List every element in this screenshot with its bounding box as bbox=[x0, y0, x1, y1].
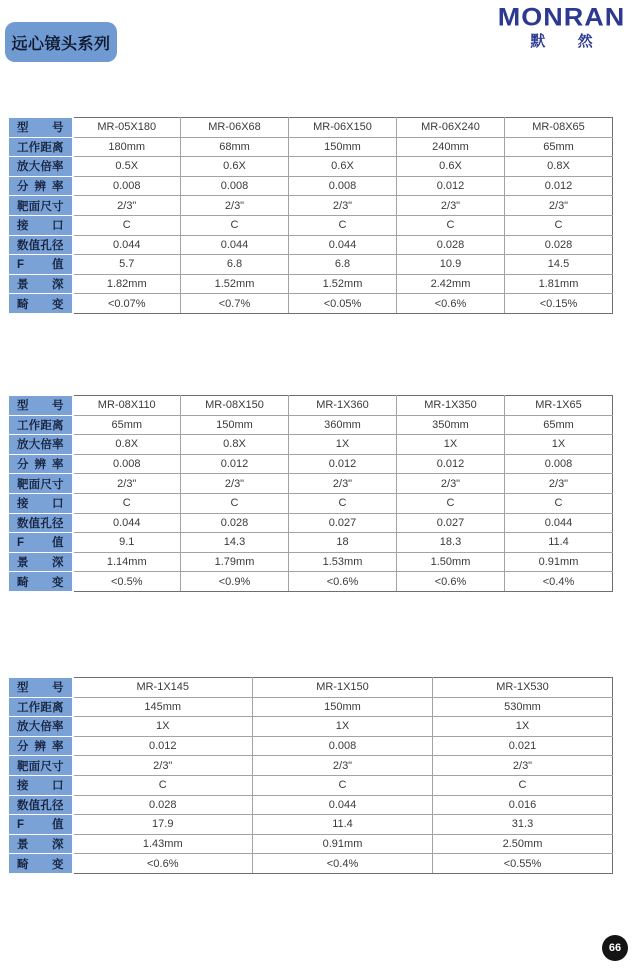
spec-value-cell: 2/3" bbox=[397, 474, 505, 494]
spec-value-cell: <0.6% bbox=[73, 854, 253, 874]
spec-row-label: 接口 bbox=[9, 215, 73, 235]
spec-value-cell: C bbox=[253, 775, 433, 795]
spec-table-2 bbox=[8, 395, 613, 592]
spec-row-label: 接口 bbox=[9, 493, 73, 513]
spec-value-cell: 0.8X bbox=[181, 435, 289, 455]
spec-value-cell: 1X bbox=[73, 717, 253, 737]
spec-value-cell: 0.6X bbox=[181, 157, 289, 177]
spec-value-cell: C bbox=[397, 215, 505, 235]
spec-value-cell: 6.8 bbox=[289, 255, 397, 275]
spec-row bbox=[9, 176, 613, 196]
spec-value-cell: 2/3" bbox=[181, 474, 289, 494]
spec-row-label: F值 bbox=[9, 815, 73, 835]
spec-row bbox=[9, 775, 613, 795]
spec-value-cell: 0.91mm bbox=[505, 552, 613, 572]
model-cell: MR-06X68 bbox=[181, 118, 289, 138]
spec-value-cell: C bbox=[505, 493, 613, 513]
model-cell: MR-1X150 bbox=[253, 678, 433, 698]
spec-value-cell: C bbox=[289, 493, 397, 513]
spec-value-cell: 150mm bbox=[253, 697, 433, 717]
spec-row-label: 靶面尺寸 bbox=[9, 756, 73, 776]
spec-value-cell: 2.42mm bbox=[397, 274, 505, 294]
spec-value-cell: 1.79mm bbox=[181, 552, 289, 572]
spec-value-cell: <0.5% bbox=[73, 572, 181, 592]
spec-value-cell: 0.044 bbox=[73, 235, 181, 255]
model-cell: MR-06X150 bbox=[289, 118, 397, 138]
spec-row-label: 型号 bbox=[9, 678, 73, 698]
spec-value-cell: <0.15% bbox=[505, 294, 613, 314]
spec-value-cell: C bbox=[73, 215, 181, 235]
spec-row-label: 畸变 bbox=[9, 854, 73, 874]
spec-value-cell: 10.9 bbox=[397, 255, 505, 275]
spec-row bbox=[9, 513, 613, 533]
spec-row-label: 放大倍率 bbox=[9, 157, 73, 177]
spec-value-cell: 180mm bbox=[73, 137, 181, 157]
spec-table-1 bbox=[8, 117, 613, 314]
spec-value-cell: 2/3" bbox=[73, 756, 253, 776]
spec-value-cell: 0.6X bbox=[289, 157, 397, 177]
spec-value-cell: 65mm bbox=[505, 415, 613, 435]
spec-value-cell: <0.07% bbox=[73, 294, 181, 314]
spec-value-cell: 145mm bbox=[73, 697, 253, 717]
spec-row-label: 放大倍率 bbox=[9, 717, 73, 737]
spec-value-cell: 0.008 bbox=[253, 736, 433, 756]
model-cell: MR-08X150 bbox=[181, 396, 289, 416]
spec-row bbox=[9, 854, 613, 874]
model-cell: MR-1X530 bbox=[433, 678, 613, 698]
spec-value-cell: 2/3" bbox=[397, 196, 505, 216]
spec-row bbox=[9, 118, 613, 138]
spec-value-cell: 65mm bbox=[73, 415, 181, 435]
spec-value-cell: 1.52mm bbox=[181, 274, 289, 294]
spec-value-cell: C bbox=[181, 493, 289, 513]
spec-value-cell: 18 bbox=[289, 533, 397, 553]
spec-value-cell: 1X bbox=[505, 435, 613, 455]
model-cell: MR-08X65 bbox=[505, 118, 613, 138]
spec-row-label: 畸变 bbox=[9, 294, 73, 314]
spec-value-cell: 0.008 bbox=[505, 454, 613, 474]
spec-row bbox=[9, 435, 613, 455]
model-cell: MR-1X65 bbox=[505, 396, 613, 416]
spec-row bbox=[9, 235, 613, 255]
spec-value-cell: <0.55% bbox=[433, 854, 613, 874]
brand-logo bbox=[489, 4, 634, 49]
spec-row bbox=[9, 294, 613, 314]
brand-logo-wordmark: MONRAN bbox=[497, 3, 626, 31]
spec-value-cell: 0.012 bbox=[289, 454, 397, 474]
spec-row bbox=[9, 717, 613, 737]
spec-value-cell: <0.6% bbox=[289, 572, 397, 592]
spec-value-cell: 0.021 bbox=[433, 736, 613, 756]
spec-value-cell: 0.5X bbox=[73, 157, 181, 177]
spec-row bbox=[9, 834, 613, 854]
spec-value-cell: 0.012 bbox=[73, 736, 253, 756]
spec-value-cell: 0.044 bbox=[289, 235, 397, 255]
spec-value-cell: 6.8 bbox=[181, 255, 289, 275]
spec-value-cell: 65mm bbox=[505, 137, 613, 157]
spec-value-cell: 9.1 bbox=[73, 533, 181, 553]
spec-value-cell: 0.008 bbox=[73, 176, 181, 196]
spec-row-label: 靶面尺寸 bbox=[9, 196, 73, 216]
brand-logo-chinese: 默 然 bbox=[530, 33, 607, 50]
spec-value-cell: 2/3" bbox=[505, 196, 613, 216]
spec-value-cell: 2/3" bbox=[289, 196, 397, 216]
spec-row bbox=[9, 255, 613, 275]
spec-value-cell: 14.5 bbox=[505, 255, 613, 275]
spec-value-cell: 2/3" bbox=[505, 474, 613, 494]
spec-value-cell: <0.4% bbox=[505, 572, 613, 592]
spec-value-cell: 14.3 bbox=[181, 533, 289, 553]
spec-value-cell: <0.4% bbox=[253, 854, 433, 874]
spec-value-cell: 0.044 bbox=[505, 513, 613, 533]
model-cell: MR-05X180 bbox=[73, 118, 181, 138]
spec-value-cell: 0.91mm bbox=[253, 834, 433, 854]
spec-value-cell: 1X bbox=[397, 435, 505, 455]
spec-value-cell: 31.3 bbox=[433, 815, 613, 835]
spec-value-cell: 1.52mm bbox=[289, 274, 397, 294]
spec-row bbox=[9, 572, 613, 592]
spec-row bbox=[9, 474, 613, 494]
spec-value-cell: 2.50mm bbox=[433, 834, 613, 854]
spec-value-cell: C bbox=[433, 775, 613, 795]
spec-row bbox=[9, 795, 613, 815]
spec-row bbox=[9, 678, 613, 698]
spec-row-label: 工作距离 bbox=[9, 415, 73, 435]
spec-value-cell: 1.82mm bbox=[73, 274, 181, 294]
model-cell: MR-1X360 bbox=[289, 396, 397, 416]
spec-value-cell: 0.028 bbox=[181, 513, 289, 533]
spec-value-cell: 2/3" bbox=[289, 474, 397, 494]
spec-table-3 bbox=[8, 677, 613, 874]
spec-value-cell: <0.9% bbox=[181, 572, 289, 592]
spec-row-label: 接口 bbox=[9, 775, 73, 795]
spec-row-label: 放大倍率 bbox=[9, 435, 73, 455]
spec-row bbox=[9, 454, 613, 474]
spec-value-cell: 1X bbox=[253, 717, 433, 737]
page-title: 远心镜头系列 bbox=[5, 22, 117, 62]
spec-value-cell: 0.016 bbox=[433, 795, 613, 815]
model-cell: MR-08X110 bbox=[73, 396, 181, 416]
spec-value-cell: 0.012 bbox=[505, 176, 613, 196]
spec-value-cell: C bbox=[289, 215, 397, 235]
spec-value-cell: C bbox=[73, 493, 181, 513]
spec-value-cell: 0.8X bbox=[505, 157, 613, 177]
spec-value-cell: 0.027 bbox=[397, 513, 505, 533]
spec-row bbox=[9, 756, 613, 776]
spec-value-cell: 68mm bbox=[181, 137, 289, 157]
spec-value-cell: 150mm bbox=[181, 415, 289, 435]
spec-value-cell: 2/3" bbox=[253, 756, 433, 776]
spec-row-label: 数值孔径 bbox=[9, 795, 73, 815]
spec-row bbox=[9, 196, 613, 216]
spec-value-cell: 350mm bbox=[397, 415, 505, 435]
spec-value-cell: 0.028 bbox=[73, 795, 253, 815]
spec-value-cell: C bbox=[73, 775, 253, 795]
spec-row-label: 分辨率 bbox=[9, 176, 73, 196]
spec-value-cell: <0.6% bbox=[397, 294, 505, 314]
spec-value-cell: 0.012 bbox=[181, 454, 289, 474]
spec-value-cell: 0.8X bbox=[73, 435, 181, 455]
spec-value-cell: C bbox=[397, 493, 505, 513]
spec-value-cell: 0.6X bbox=[397, 157, 505, 177]
spec-row-label: F值 bbox=[9, 255, 73, 275]
spec-row-label: 景深 bbox=[9, 834, 73, 854]
spec-value-cell: 0.008 bbox=[73, 454, 181, 474]
spec-row-label: 畸变 bbox=[9, 572, 73, 592]
spec-value-cell: 0.008 bbox=[289, 176, 397, 196]
spec-row-label: 景深 bbox=[9, 552, 73, 572]
spec-value-cell: <0.7% bbox=[181, 294, 289, 314]
spec-value-cell: 0.044 bbox=[181, 235, 289, 255]
spec-row-label: 分辨率 bbox=[9, 736, 73, 756]
spec-row bbox=[9, 137, 613, 157]
spec-value-cell: 1X bbox=[433, 717, 613, 737]
spec-row-label: 靶面尺寸 bbox=[9, 474, 73, 494]
spec-value-cell: 530mm bbox=[433, 697, 613, 717]
spec-value-cell: 0.028 bbox=[505, 235, 613, 255]
spec-row bbox=[9, 815, 613, 835]
spec-value-cell: 1.50mm bbox=[397, 552, 505, 572]
spec-row-label: 景深 bbox=[9, 274, 73, 294]
spec-value-cell: 360mm bbox=[289, 415, 397, 435]
spec-value-cell: 1.14mm bbox=[73, 552, 181, 572]
spec-value-cell: 11.4 bbox=[253, 815, 433, 835]
spec-row-label: F值 bbox=[9, 533, 73, 553]
spec-row-label: 工作距离 bbox=[9, 137, 73, 157]
spec-value-cell: 0.028 bbox=[397, 235, 505, 255]
spec-value-cell: 1.81mm bbox=[505, 274, 613, 294]
spec-row-label: 工作距离 bbox=[9, 697, 73, 717]
page-number-badge: 66 bbox=[602, 935, 628, 961]
spec-value-cell: 2/3" bbox=[181, 196, 289, 216]
spec-value-cell: <0.6% bbox=[397, 572, 505, 592]
spec-row bbox=[9, 274, 613, 294]
spec-row bbox=[9, 396, 613, 416]
spec-row bbox=[9, 493, 613, 513]
spec-value-cell: C bbox=[505, 215, 613, 235]
spec-value-cell: 1.53mm bbox=[289, 552, 397, 572]
model-cell: MR-1X350 bbox=[397, 396, 505, 416]
spec-value-cell: 0.012 bbox=[397, 454, 505, 474]
spec-row-label: 数值孔径 bbox=[9, 513, 73, 533]
spec-row-label: 分辨率 bbox=[9, 454, 73, 474]
spec-value-cell: 2/3" bbox=[73, 196, 181, 216]
spec-value-cell: <0.05% bbox=[289, 294, 397, 314]
model-cell: MR-1X145 bbox=[73, 678, 253, 698]
spec-row-label: 型号 bbox=[9, 118, 73, 138]
spec-value-cell: 0.044 bbox=[73, 513, 181, 533]
spec-value-cell: 0.044 bbox=[253, 795, 433, 815]
model-cell: MR-06X240 bbox=[397, 118, 505, 138]
spec-value-cell: 0.008 bbox=[181, 176, 289, 196]
spec-value-cell: 1X bbox=[289, 435, 397, 455]
spec-row bbox=[9, 215, 613, 235]
spec-value-cell: 17.9 bbox=[73, 815, 253, 835]
spec-value-cell: 18.3 bbox=[397, 533, 505, 553]
spec-value-cell: 150mm bbox=[289, 137, 397, 157]
spec-value-cell: 0.027 bbox=[289, 513, 397, 533]
spec-value-cell: 5.7 bbox=[73, 255, 181, 275]
spec-value-cell: 11.4 bbox=[505, 533, 613, 553]
spec-row-label: 数值孔径 bbox=[9, 235, 73, 255]
spec-row bbox=[9, 552, 613, 572]
spec-row-label: 型号 bbox=[9, 396, 73, 416]
spec-value-cell: 0.012 bbox=[397, 176, 505, 196]
spec-value-cell: 2/3" bbox=[73, 474, 181, 494]
spec-value-cell: C bbox=[181, 215, 289, 235]
spec-value-cell: 2/3" bbox=[433, 756, 613, 776]
spec-row bbox=[9, 533, 613, 553]
spec-row bbox=[9, 697, 613, 717]
spec-row bbox=[9, 736, 613, 756]
spec-value-cell: 240mm bbox=[397, 137, 505, 157]
spec-row bbox=[9, 415, 613, 435]
spec-row bbox=[9, 157, 613, 177]
spec-value-cell: 1.43mm bbox=[73, 834, 253, 854]
